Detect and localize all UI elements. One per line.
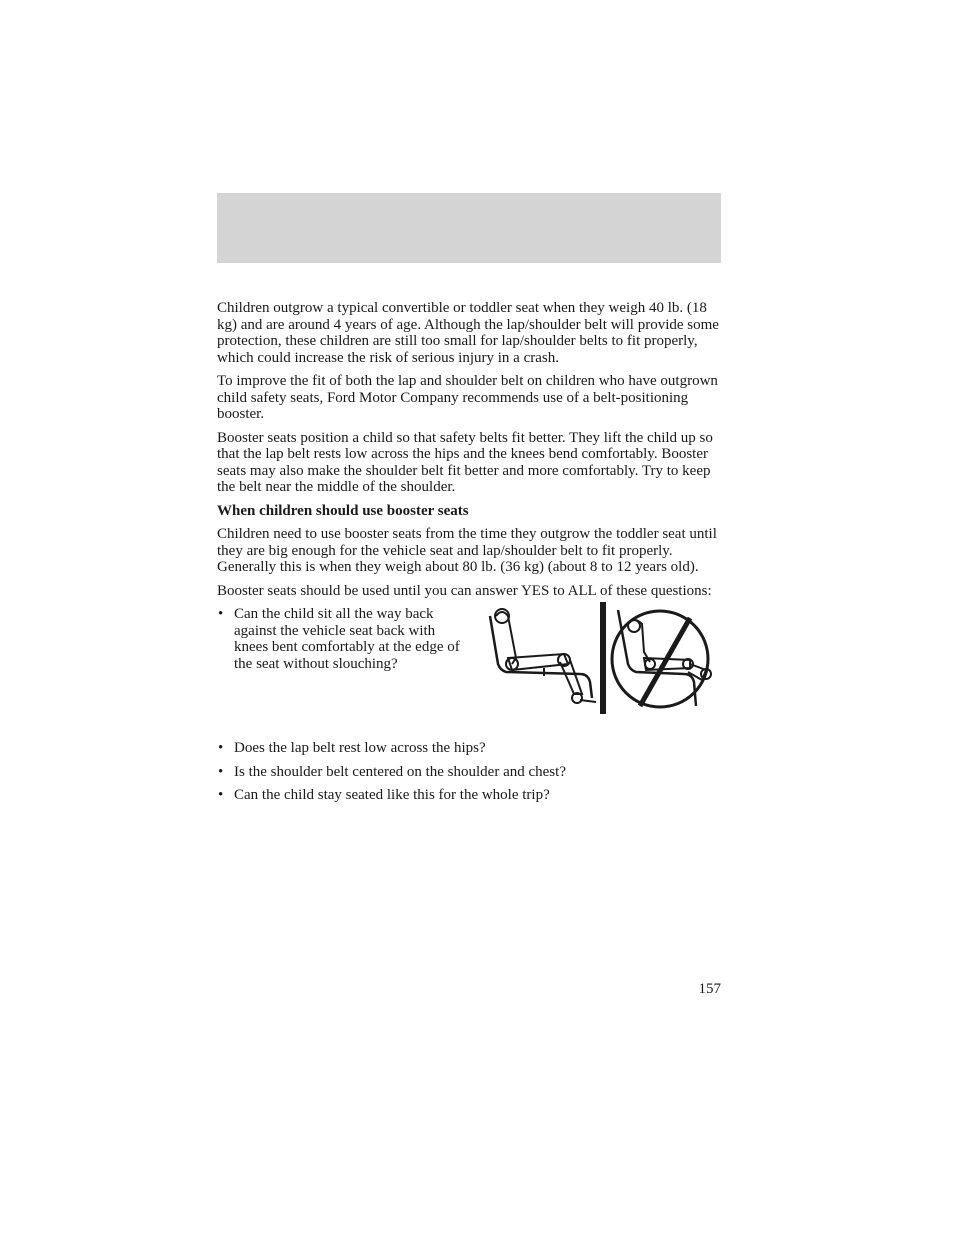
question-item	[217, 606, 470, 672]
divider-line	[600, 602, 606, 714]
page-content	[217, 300, 721, 811]
paragraph: To improve the fit of both the lap and shoulder belt on children who have outgrown child safety seats, Ford Motor Company recommends use of a belt-positioning booster.	[217, 373, 718, 422]
header-band	[217, 193, 721, 263]
question-item	[217, 740, 721, 757]
question-text: Is the shoulder belt centered on the shoulder and chest?	[234, 763, 566, 780]
question-text: Does the lap belt rest low across the hips?	[234, 740, 486, 756]
paragraph: Children need to use booster seats from the time they outgrow the toddler seat until they are big enough for the vehicle seat and lap/shoulder belt to fit properly. Generally this is when they weigh about 80 lb. (36 kg) (about 8 to 12 years old).	[217, 526, 717, 575]
paragraph: Children outgrow a typical convertible or toddler seat when they weigh 40 lb. (18 kg) and are around 4 years of age. Although the lap/shoulder belt will provide some protection, these children are still too small for lap/shoulder belts to fit properly, which could increase the risk of serious injury in a crash.	[217, 300, 719, 366]
bullet-icon: •	[218, 606, 224, 622]
question-item-with-figure	[217, 606, 721, 716]
question-item	[217, 764, 721, 781]
question-item	[217, 787, 721, 804]
paragraph: Booster seats position a child so that safety belts fit better. They lift the child up so that the lap belt rests low across the hips and the knees bend comfortably. Booster seats may also make the shoulder belt fit better and more comfortably. Try to keep the belt near the middle of the shoulder.	[217, 429, 713, 495]
bullet-icon: •	[218, 763, 224, 780]
incorrect-seating-icon	[612, 610, 711, 707]
bullet-icon: •	[218, 787, 224, 803]
question-list	[217, 740, 721, 804]
page-number: 157	[698, 981, 721, 997]
paragraph: Booster seats should be used until you can answer YES to ALL of these questions:	[217, 582, 712, 599]
section-heading: When children should use booster seats	[217, 502, 469, 519]
question-text: Can the child sit all the way back against the vehicle seat back with knees bent comfortably at the edge of the seat without slouching?	[234, 606, 460, 672]
question-text: Can the child stay seated like this for the whole trip?	[234, 787, 550, 803]
correct-seating-icon	[490, 609, 596, 703]
seating-position-illustration	[484, 602, 718, 716]
bullet-icon: •	[218, 740, 224, 756]
